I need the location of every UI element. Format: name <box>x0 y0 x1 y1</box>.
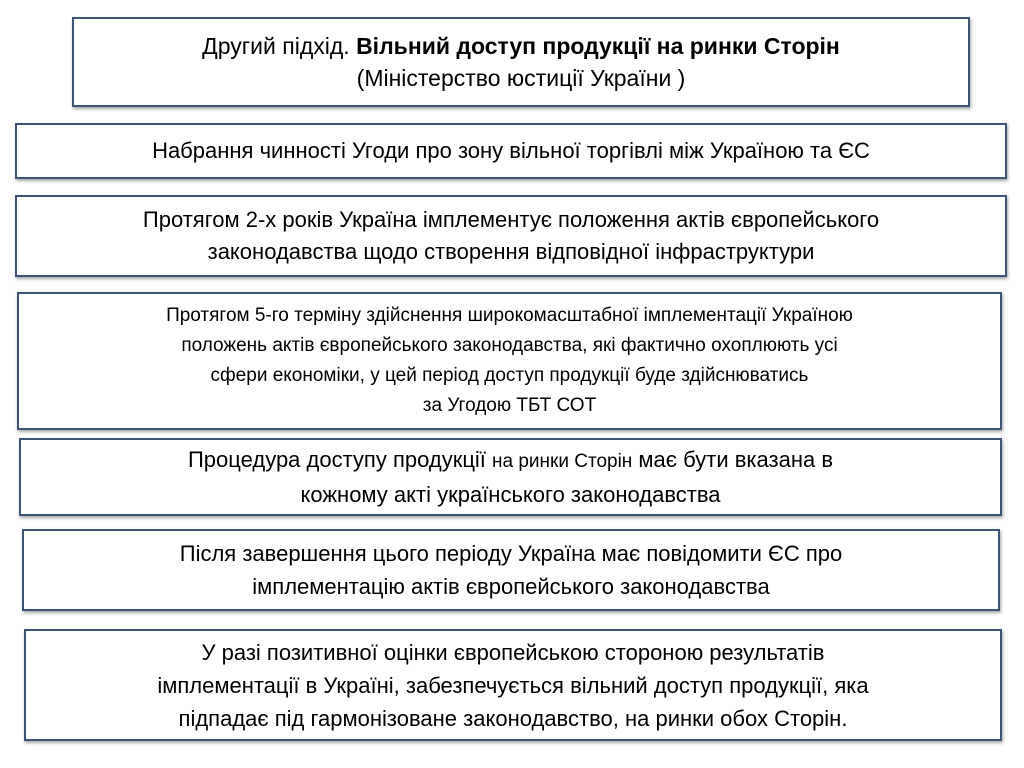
step-2-text <box>25 204 997 268</box>
step-4-line: кожному акті українського законодавства <box>300 482 721 507</box>
step-5-line: імплементацію актів європейського законодавства <box>252 574 770 599</box>
step-3-line: за Угодою ТБТ СОТ <box>422 395 597 416</box>
step-3-line: положень актів європейського законодавства, які фактично охоплюють усі <box>181 335 838 356</box>
step-1-line: Набрання чинності Угоди про зону вільної торгівлі між Україною та ЄС <box>152 138 870 163</box>
step-6-line: підпадає під гармонізоване законодавство, на ринки обох Сторін. <box>178 705 848 731</box>
step-3-text <box>27 301 992 421</box>
title-bold: Вільний доступ продукції на ринки Сторін <box>356 33 840 59</box>
step-3-line: сфери економіки, у цей період доступ продукції буде здійснюватись <box>210 365 809 386</box>
title-text <box>82 30 960 94</box>
step-4-text-part: на ринки Сторін <box>492 451 633 472</box>
step-6-text <box>34 636 992 735</box>
step-3-line: Протягом 5-го терміну здійснення широкомасштабної імплементації Україною <box>166 305 853 326</box>
step-box-3 <box>17 292 1002 430</box>
title-line-2: (Міністерство юстиції України ) <box>356 65 686 91</box>
step-box-1 <box>15 123 1007 179</box>
step-box-4 <box>19 438 1002 516</box>
step-2-line: законодавства щодо створення відповідної інфраструктури <box>207 239 815 264</box>
step-box-6 <box>24 629 1002 741</box>
title-prefix: Другий підхід. <box>202 33 357 59</box>
step-box-5 <box>22 529 1000 611</box>
step-4-text-part: Процедура доступу продукції <box>187 447 493 472</box>
step-5-text <box>32 537 990 603</box>
step-2-line: Протягом 2-х років Україна імплементує положення актів європейського <box>142 207 880 232</box>
title-line-1 <box>82 30 960 62</box>
step-1-text <box>25 136 997 166</box>
step-4-text-part: має бути вказана в <box>632 447 834 472</box>
step-box-2 <box>15 195 1007 277</box>
step-5-line: Після завершення цього періоду Україна має повідомити ЄС про <box>179 541 843 566</box>
title-box <box>72 17 970 107</box>
step-4-line <box>29 443 992 478</box>
step-6-line: імплементації в Україні, забезпечується вільний доступ продукції, яка <box>157 672 869 698</box>
step-4-text <box>29 443 992 511</box>
step-6-line: У разі позитивної оцінки європейською стороною результатів <box>201 639 825 665</box>
